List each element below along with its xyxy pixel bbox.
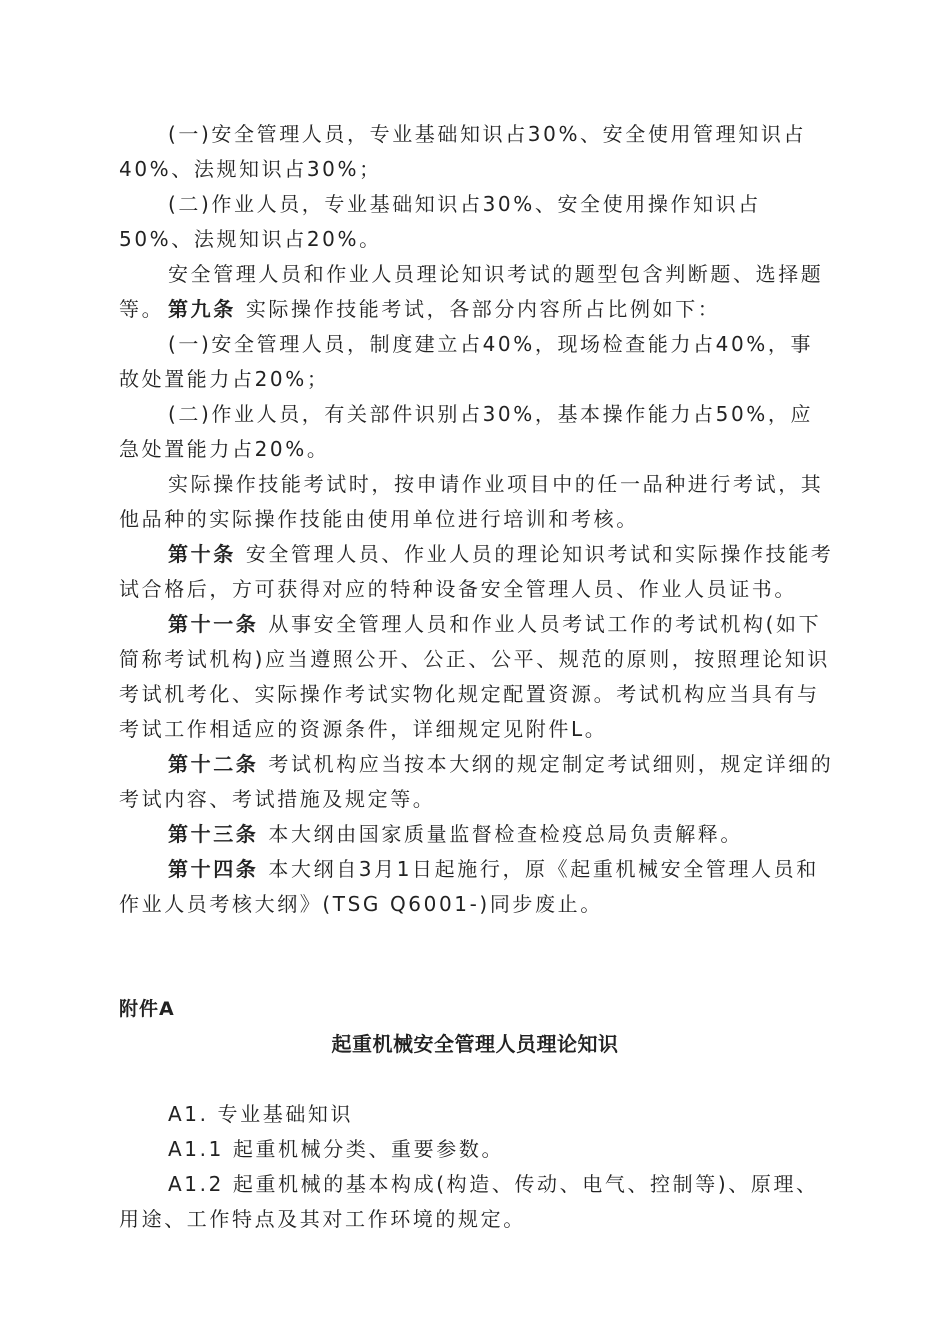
article-label: 第十条: [168, 542, 236, 566]
paragraph-text: 考试机构应当按本大纲的规定制定考试细则，规定详细的考试内容、考试措施及规定等。: [119, 752, 834, 811]
article-13: [119, 817, 835, 852]
article-10: [119, 537, 835, 607]
article-12: [119, 747, 835, 817]
paragraph-text: 从事安全管理人员和作业人员考试工作的考试机构(如下简称考试机构)应当遵照公开、公正、公平、规范的原则，按照理论知识考试机考化、实际操作考试实物化规定配置资源。考试机构应当具有与考试工作相适应的资源条件，详细规定见附件L。: [119, 612, 831, 741]
article-9: [119, 292, 835, 327]
article-label: 第十一条: [168, 612, 259, 636]
paragraph-5: [119, 327, 835, 397]
paragraph-1: [119, 117, 835, 187]
attachment-title: 起重机械安全管理人员理论知识: [331, 1032, 619, 1056]
article-11: [119, 607, 835, 747]
article-label: 第十二条: [168, 752, 259, 776]
section-text: A1.2 起重机械的基本构成(构造、传动、电气、控制等)、原理、用途、工作特点及其对工作环境的规定。: [119, 1172, 819, 1231]
section-a1: [119, 1097, 835, 1132]
section-a1-1: [119, 1132, 835, 1167]
article-label: 第九条: [168, 297, 236, 321]
article-label: 第十三条: [168, 822, 259, 846]
paragraph-text: 实际操作技能考试时，按申请作业项目中的任一品种进行考试，其他品种的实际操作技能由使用单位进行培训和考核。: [119, 472, 824, 531]
paragraph-text: (二)作业人员，有关部件识别占30%，基本操作能力占50%，应急处置能力占20%。: [119, 402, 814, 461]
section-a1-2: [119, 1167, 835, 1237]
paragraph-text: (一)安全管理人员，制度建立占40%，现场检查能力占40%，事故处置能力占20%；: [119, 332, 814, 391]
paragraph-2: [119, 187, 835, 257]
section-text: A1. 专业基础知识: [168, 1102, 354, 1126]
article-label: 第十四条: [168, 857, 259, 881]
paragraph-text: 本大纲由国家质量监督检查检疫总局负责解释。: [268, 822, 744, 846]
section-text: A1.1 起重机械分类、重要参数。: [168, 1137, 505, 1161]
paragraph-6: [119, 397, 835, 467]
paragraph-text: 实际操作技能考试，各部分内容所占比例如下：: [245, 297, 721, 321]
paragraph-text: (一)安全管理人员，专业基础知识占30%、安全使用管理知识占40%、法规知识占30%；: [119, 122, 807, 181]
attachment-label: 附件A: [119, 998, 175, 1020]
article-14: [119, 852, 835, 922]
paragraph-text: 本大纲自3月1日起施行，原《起重机械安全管理人员和作业人员考核大纲》(TSG Q6001-)同步废止。: [119, 857, 819, 916]
paragraph-text: (二)作业人员，专业基础知识占30%、安全使用操作知识占50%、法规知识占20%。: [119, 192, 761, 251]
paragraph-7: [119, 467, 835, 537]
paragraph-text: 安全管理人员和作业人员理论知识考试的题型包含判断题、选择题等。: [119, 262, 824, 321]
paragraph-text: 安全管理人员、作业人员的理论知识考试和实际操作技能考试合格后，方可获得对应的特种设备安全管理人员、作业人员证书。: [119, 542, 834, 601]
